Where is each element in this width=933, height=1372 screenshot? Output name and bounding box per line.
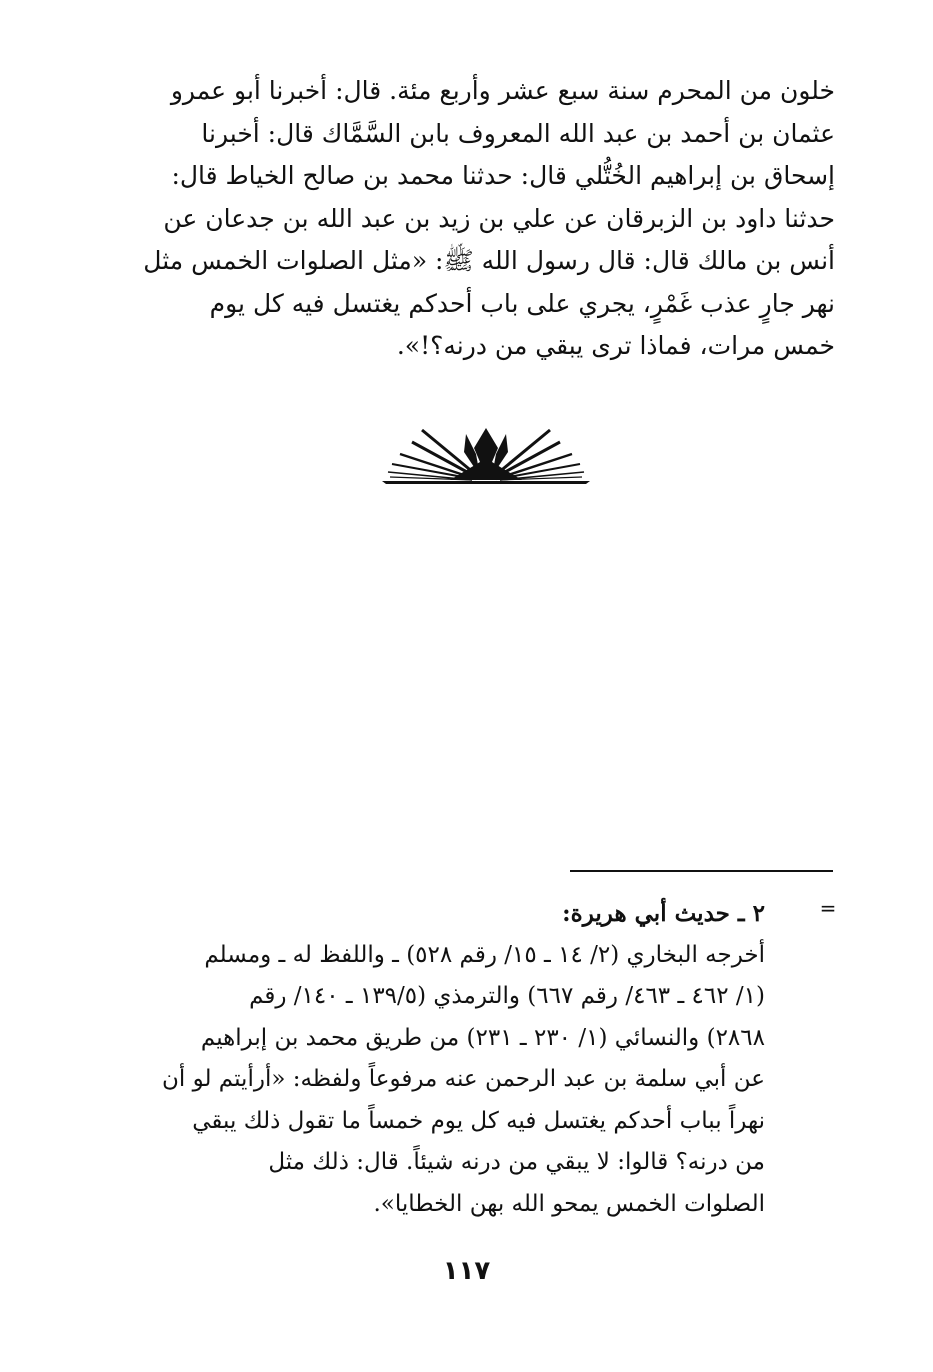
footnote-continuation-marker: =	[819, 896, 837, 920]
footnote-line: ٢٨٦٨) والنسائي (١/ ٢٣٠ ـ ٢٣١) من طريق محمد بن إبراهيم	[200, 1024, 765, 1051]
footnote-line: (١/ ٤٦٢ ـ ٤٦٣/ رقم ٦٦٧) والترمذي (١٣٩/٥ ـ ١٤٠/ رقم	[249, 983, 765, 1009]
main-text-line: عثمان بن أحمد بن عبد الله المعروف بابن السَّمَّاك قال: أخبرنا	[201, 118, 835, 148]
main-text-line: نهر جارٍ عذب غَمْرٍ، يجري على باب أحدكم يغتسل فيه كل يوم	[209, 288, 835, 318]
main-text-line: حدثنا داود بن الزبرقان عن علي بن زيد بن عبد الله بن جدعان عن	[163, 203, 835, 233]
footnote-line: أخرجه البخاري (٢/ ١٤ ـ ١٥/ رقم ٥٢٨) ـ واللفظ له ـ ومسلم	[204, 941, 765, 968]
footnote-line: نهراً بباب أحدكم يغتسل فيه كل يوم خمساً ما تقول ذلك يبقي	[192, 1107, 765, 1134]
main-text-block	[135, 70, 835, 368]
footnote-block	[135, 893, 765, 1225]
main-text-line: إسحاق بن إبراهيم الخُتُّلي قال: حدثنا محمد بن صالح الخياط قال:	[171, 161, 835, 190]
page-number: ١١٧	[442, 1256, 491, 1286]
main-text-line: أنس بن مالك قال: قال رسول الله ﷺ: «مثل الصلوات الخمس مثل	[143, 246, 835, 275]
footnote-line: الصلوات الخمس يمحو الله بهن الخطايا».	[373, 1190, 765, 1217]
main-text-line: خلون من المحرم سنة سبع عشر وأربع مئة. قال: أخبرنا أبو عمرو	[170, 76, 835, 105]
section-divider-ornament	[380, 418, 592, 486]
main-text-line: خمس مرات، فماذا ترى يبقي من درنه؟!».	[396, 331, 835, 360]
footnote-heading: ٢ ـ حديث أبي هريرة:	[562, 900, 765, 927]
footnote-separator	[570, 870, 833, 872]
footnote-line: عن أبي سلمة بن عبد الرحمن عنه مرفوعاً ولفظه: «أرأيتم لو أن	[162, 1066, 765, 1092]
footnote-line: من درنه؟ قالوا: لا يبقي من درنه شيئاً. قال: ذلك مثل	[268, 1149, 765, 1175]
